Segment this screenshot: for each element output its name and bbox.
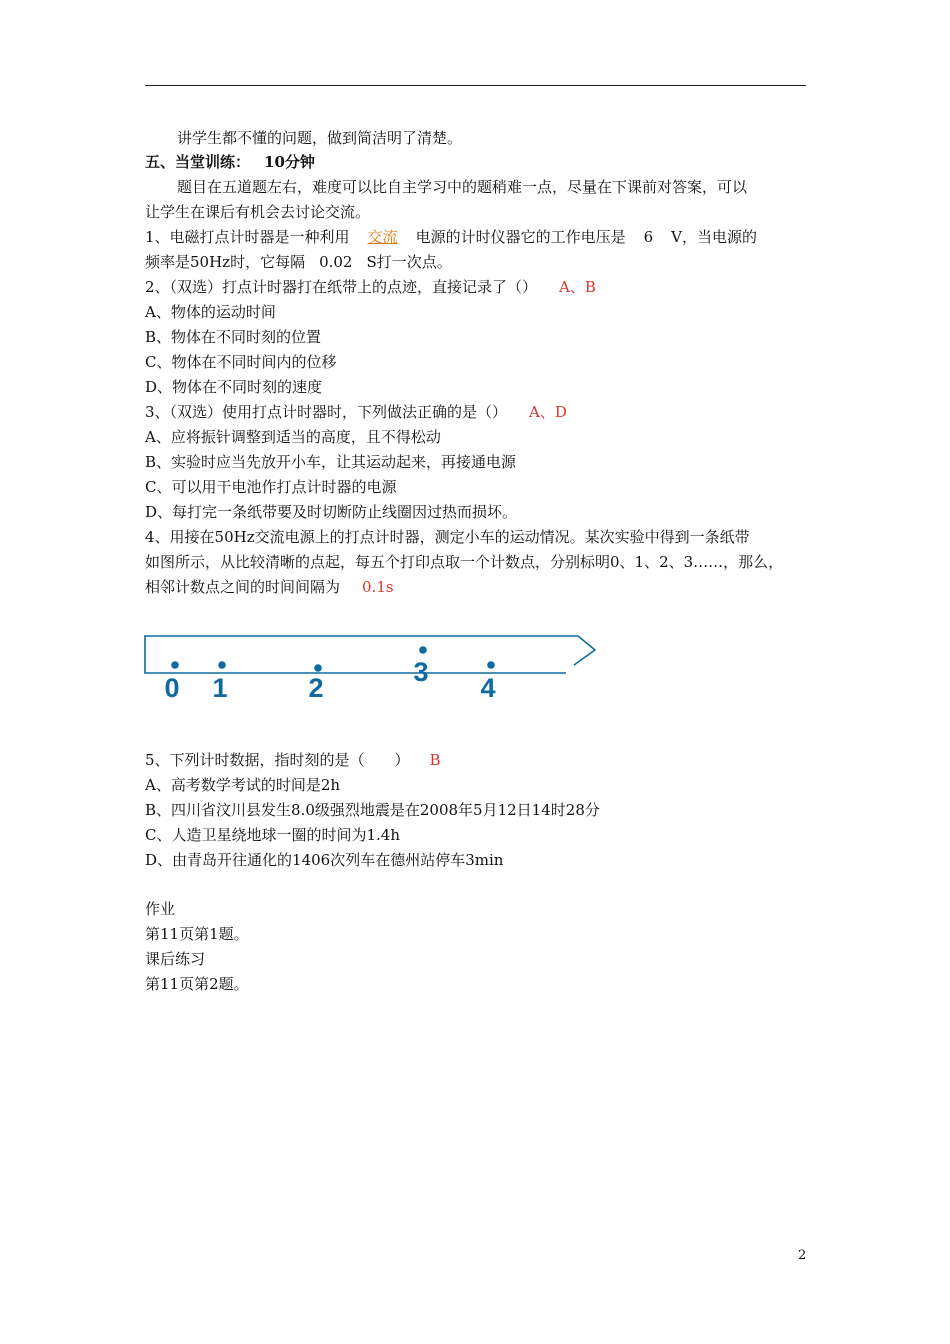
section-title: 五、当堂训练： bbox=[145, 153, 251, 171]
tape-dot-2 bbox=[314, 664, 322, 672]
paper-tape-outline bbox=[145, 636, 595, 673]
tape-dot-1 bbox=[218, 661, 226, 669]
q4-line-3-text: 相邻计数点之间的时间间隔为 bbox=[145, 578, 341, 596]
tape-label-4: 4 bbox=[480, 673, 496, 703]
q1-answer-1: 交流 bbox=[367, 228, 398, 246]
q3-stem-text: 3、（双选）使用打点计时器时，下列做法正确的是（） bbox=[145, 403, 508, 421]
q1-text-b: 电源的计时仪器它的工作电压是 bbox=[415, 228, 626, 246]
q1-text-d: 频率是50Hz时，它每隔 bbox=[145, 253, 306, 271]
homework-item: 第11页第1题。 bbox=[145, 925, 249, 943]
q3-option: A、应将振针调整到适当的高度，且不得松动 bbox=[145, 428, 441, 446]
homework-title: 作业 bbox=[145, 900, 176, 918]
q1-answer-2: 6 bbox=[643, 228, 654, 246]
q4-line-1: 4、用接在50Hz交流电源上的打点计时器，测定小车的运动情况。某次实验中得到一条纸带 bbox=[145, 528, 750, 546]
q1-text-e: S打一次点。 bbox=[366, 253, 452, 271]
q5-stem-text: 5、下列计时数据，指时刻的是（ ） bbox=[145, 751, 410, 769]
tape-label-3: 3 bbox=[413, 657, 429, 687]
q3-answer: A、D bbox=[529, 403, 567, 421]
tape-label-0: 0 bbox=[164, 673, 180, 703]
q2-option: D、物体在不同时刻的速度 bbox=[145, 378, 323, 396]
practice-title: 课后练习 bbox=[145, 950, 206, 968]
q2-option: A、物体的运动时间 bbox=[145, 303, 276, 321]
intro-line: 讲学生都不懂的问题，做到简洁明了清楚。 bbox=[177, 129, 463, 147]
q5-option: C、人造卫星绕地球一圈的时间为1.4h bbox=[145, 826, 400, 844]
q2-answer: A、B bbox=[559, 278, 596, 296]
para-line-2: 让学生在课后有机会去讨论交流。 bbox=[145, 203, 371, 221]
page-number: 2 bbox=[798, 1248, 807, 1263]
q3-option: D、每打完一条纸带要及时切断防止线圈因过热而损坏。 bbox=[145, 503, 518, 521]
q1-answer-3: 0.02 bbox=[319, 253, 353, 271]
section-duration: 10分钟 bbox=[264, 153, 315, 171]
q3-option: C、可以用干电池作打点计时器的电源 bbox=[145, 478, 397, 496]
tape-label-1: 1 bbox=[212, 673, 228, 703]
tape-label-2: 2 bbox=[308, 673, 324, 703]
q4-line-2: 如图所示，从比较清晰的点起，每五个打印点取一个计数点，分别标明0、1、2、3……，那么， bbox=[145, 553, 784, 571]
q4-answer: 0.1s bbox=[362, 578, 394, 596]
q5-option: B、四川省汶川县发生8.0级强烈地震是在2008年5月12日14时28分 bbox=[145, 801, 600, 819]
q5-option: D、由青岛开往通化的1406次列车在德州站停车3min bbox=[145, 851, 504, 869]
practice-item: 第11页第2题。 bbox=[145, 975, 249, 993]
q2-stem-text: 2、（双选）打点计时器打在纸带上的点迹，直接记录了（） bbox=[145, 278, 538, 296]
tape-dot-0 bbox=[171, 661, 179, 669]
q5-stem bbox=[145, 750, 441, 770]
q5-option: A、高考数学考试的时间是2h bbox=[145, 776, 341, 794]
tape-dot-3 bbox=[419, 646, 427, 654]
tape-dot-4 bbox=[487, 661, 495, 669]
q3-option: B、实验时应当先放开小车，让其运动起来，再接通电源 bbox=[145, 453, 517, 471]
q2-option: B、物体在不同时刻的位置 bbox=[145, 328, 322, 346]
q5-answer: B bbox=[429, 751, 441, 769]
q1-text-c: V，当电源的 bbox=[671, 228, 757, 246]
para-line-1: 题目在五道题左右，难度可以比自主学习中的题稍难一点，尽量在下课前对答案，可以 bbox=[177, 178, 748, 196]
q1-text-a: 1、电磁打点计时器是一种利用 bbox=[145, 228, 350, 246]
q2-option: C、物体在不同时间内的位移 bbox=[145, 353, 337, 371]
